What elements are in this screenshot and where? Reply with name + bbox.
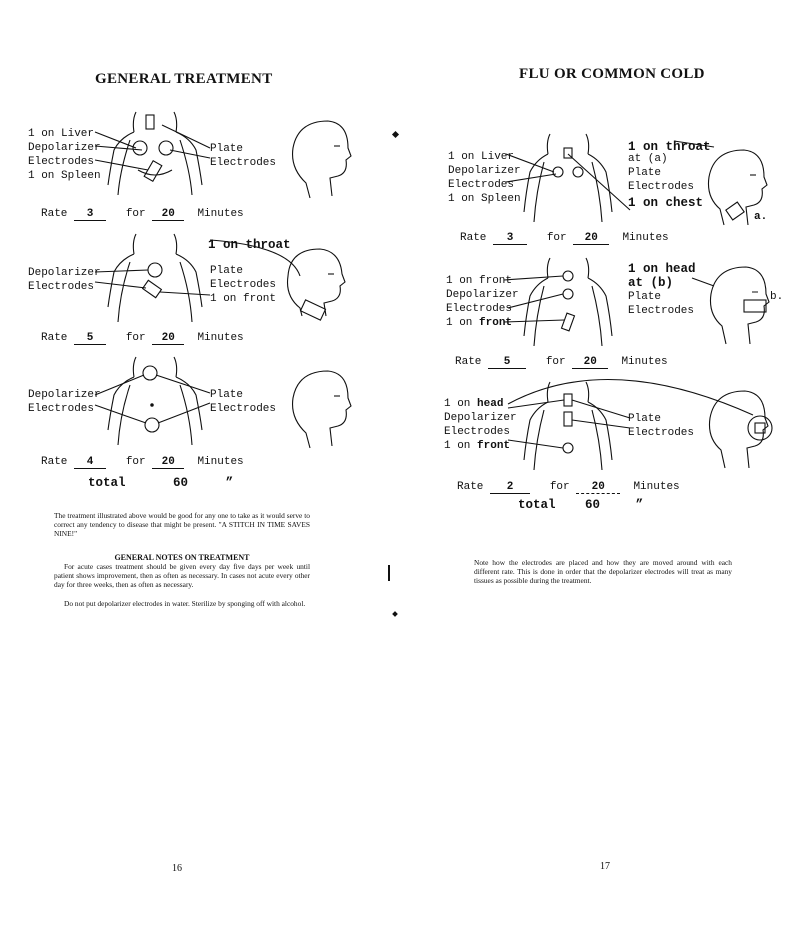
- label: Electrodes: [628, 305, 695, 317]
- rate-label: Rate: [41, 208, 68, 220]
- for-label: for: [545, 356, 566, 368]
- rate-label: Rate: [41, 456, 68, 468]
- label: Electrodes: [210, 279, 277, 291]
- left-d2-head-figure: [280, 246, 360, 326]
- right-page-number: 17: [600, 861, 610, 872]
- left-d1-head-figure: [288, 118, 358, 203]
- label: Electrodes: [628, 427, 695, 439]
- for-label: for: [125, 208, 146, 220]
- right-d2-head-figure: [706, 264, 786, 354]
- left-d1-labels: [28, 127, 101, 183]
- label: at (b): [628, 276, 674, 290]
- right-d2-head-labels: [628, 262, 696, 290]
- right-d1-marker: a.: [754, 211, 768, 223]
- right-d1-plate-labels: [628, 152, 694, 194]
- right-total: [518, 498, 643, 512]
- rate-value: 3: [493, 232, 527, 245]
- for-label: for: [546, 232, 567, 244]
- right-d2-body-figure: [518, 256, 618, 351]
- total-mark: ”: [635, 498, 644, 512]
- left-d3-plate-labels: [210, 388, 276, 416]
- rate-value: 5: [488, 356, 526, 369]
- left-d1-plate-labels: [210, 142, 276, 170]
- left-d3-head-figure: [288, 368, 358, 453]
- label: Plate: [210, 389, 244, 401]
- minutes-value: 20: [152, 332, 184, 345]
- label: 1 on head: [628, 262, 696, 276]
- binding-mark: [388, 565, 396, 581]
- binding-mark: [392, 131, 399, 138]
- label: Electrodes: [28, 281, 95, 293]
- right-d2-labels: [446, 274, 519, 316]
- total-mark: ”: [225, 476, 234, 490]
- left-d2-plate-labels: [210, 264, 276, 306]
- label: at (a): [628, 153, 668, 165]
- binding-mark: [392, 611, 398, 617]
- right-d2-rate-line: [455, 356, 668, 369]
- label: 1 on throat: [628, 140, 711, 154]
- minutes-label: Minutes: [622, 232, 669, 244]
- rate-value: 5: [74, 332, 106, 345]
- minutes-value: 20: [576, 481, 620, 494]
- label: Electrodes: [448, 179, 515, 191]
- minutes-value: 20: [572, 356, 608, 369]
- label: Plate: [210, 143, 244, 155]
- label: Depolarizer: [28, 142, 101, 154]
- right-d1-body-figure: [518, 132, 618, 222]
- label: Plate: [628, 291, 662, 303]
- left-d2-rate-line: [41, 332, 244, 345]
- left-d3-rate-line: [41, 456, 244, 469]
- minutes-label: Minutes: [197, 208, 244, 220]
- label: Electrodes: [28, 403, 95, 415]
- left-d2-labels: [28, 266, 101, 294]
- right-d3-body-figure: [518, 380, 618, 475]
- left-d2-body-figure: [100, 232, 210, 327]
- label: Depolarizer: [28, 267, 101, 279]
- right-page-title: FLU OR COMMON COLD: [519, 66, 705, 82]
- rate-value: 2: [490, 481, 530, 494]
- label: 1 on Spleen: [28, 170, 101, 182]
- label: Depolarizer: [28, 389, 101, 401]
- label: Electrodes: [446, 303, 513, 315]
- left-page-title: GENERAL TREATMENT: [95, 71, 273, 87]
- rate-label: Rate: [460, 232, 487, 244]
- label: Plate: [628, 413, 662, 425]
- for-label: for: [125, 332, 146, 344]
- right-d2-marker: b.: [770, 291, 784, 303]
- minutes-value: 20: [152, 208, 184, 221]
- right-d1-labels: [448, 150, 521, 206]
- left-page-number: 16: [172, 863, 182, 874]
- notes-heading: GENERAL NOTES ON TREATMENT: [114, 553, 250, 562]
- left-d1-rate-line: [41, 208, 244, 221]
- total-value: 60: [585, 498, 601, 512]
- right-d1-head-figure: [704, 147, 782, 227]
- label: Depolarizer: [446, 289, 519, 301]
- right-d3-plate-labels: [628, 412, 694, 440]
- left-d1-body-figure: [100, 110, 210, 200]
- left-note-paragraph: The treatment illustrated above would be good for any one to take as it would serve to correct any tendency to disease that might be present. "A STITCH IN TIME SAVES NINE!": [54, 511, 310, 538]
- left-d3-labels: [28, 388, 101, 416]
- label: Electrodes: [444, 426, 511, 438]
- rate-value: 3: [74, 208, 106, 221]
- left-total: [88, 476, 233, 490]
- minutes-label: Minutes: [621, 356, 668, 368]
- minutes-label: Minutes: [197, 332, 244, 344]
- label: Plate: [628, 167, 662, 179]
- label: Depolarizer: [444, 412, 517, 424]
- label: Electrodes: [210, 403, 277, 415]
- rate-label: Rate: [455, 356, 482, 368]
- left-d3-body-figure: [100, 355, 210, 450]
- label: 1 on Liver: [448, 151, 515, 163]
- label: 1 on front: [210, 293, 277, 305]
- right-d3-rate-line: [457, 481, 680, 494]
- label: Depolarizer: [448, 165, 521, 177]
- total-label: total: [518, 498, 556, 512]
- rate-value: 4: [74, 456, 106, 469]
- notes-text-1: For acute cases treatment should be given every day five days per week until patient shows improvement, then as often as necessary. In cases not acute every other day for three weeks, then as often as necessary.: [54, 562, 310, 589]
- right-d2-front-label: 1 on front: [446, 317, 513, 329]
- right-note-text: Note how the electrodes are placed and how they are moved around with each different rate. This is done in order that the depolarizer electrodes will treat as many tissues as possible during the treatment.: [474, 558, 732, 585]
- right-d1-chest-label: 1 on chest: [628, 196, 704, 210]
- minutes-value: 20: [573, 232, 609, 245]
- minutes-label: Minutes: [197, 456, 244, 468]
- notes-text-2: Do not put depolarizer electrodes in water. Sterilize by sponging off with alcohol.: [64, 599, 306, 608]
- minutes-label: Minutes: [633, 481, 680, 493]
- label: 1 on Spleen: [448, 193, 521, 205]
- rate-label: Rate: [41, 332, 68, 344]
- right-d3-labels: 1 on head Depolarizer Electrodes 1 on front: [444, 398, 517, 452]
- for-label: for: [125, 456, 146, 468]
- label: Plate: [210, 265, 244, 277]
- total-value: 60: [173, 476, 189, 490]
- label: Electrodes: [210, 157, 277, 169]
- for-label: for: [549, 481, 570, 493]
- label: 1 on Liver: [28, 128, 95, 140]
- minutes-value: 20: [152, 456, 184, 469]
- right-d2-plate-labels: [628, 290, 694, 318]
- left-d2-head-label: 1 on throat: [208, 238, 291, 252]
- right-d1-rate-line: [460, 232, 669, 245]
- rate-label: Rate: [457, 481, 484, 493]
- label: Electrodes: [28, 156, 95, 168]
- right-d3-head-figure: [705, 388, 785, 478]
- label: 1 on front: [446, 275, 513, 287]
- label: Electrodes: [628, 181, 695, 193]
- total-label: total: [88, 476, 126, 490]
